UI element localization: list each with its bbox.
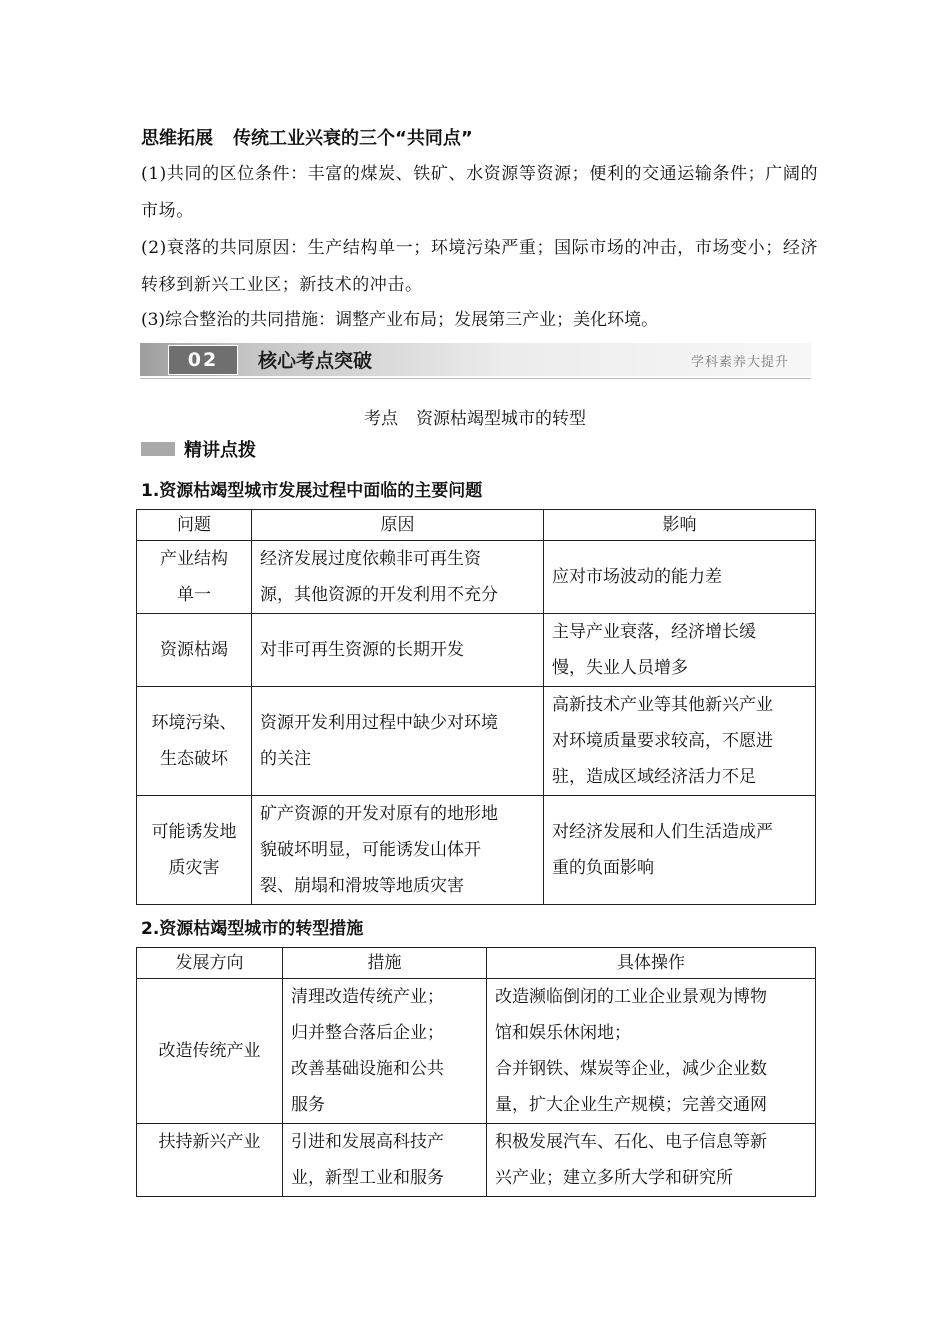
header-effect: 影响 (544, 510, 816, 541)
table-row (137, 687, 816, 796)
problem-cell: 资源枯竭 (137, 614, 252, 687)
banner-title: 核心考点突破 (258, 350, 373, 372)
thinking-extension-heading (141, 124, 473, 150)
extension-point-3: (3)综合整治的共同措施：调整产业布局；发展第三产业；美化环境。 (141, 310, 659, 330)
table-row (137, 796, 816, 905)
problem-cell: 可能诱发地 质灾害 (137, 796, 252, 905)
table-row (137, 1124, 816, 1197)
effect-cell: 应对市场波动的能力差 (544, 541, 816, 614)
problems-table (136, 509, 816, 905)
table-row (137, 541, 816, 614)
cause-cell: 对非可再生资源的长期开发 (252, 614, 544, 687)
cause-cell: 经济发展过度依赖非可再生资 源，其他资源的开发利用不充分 (252, 541, 544, 614)
table2-caption: 2.资源枯竭型城市的转型措施 (141, 919, 364, 939)
effect-cell: 主导产业衰落，经济增长缓 慢，失业人员增多 (544, 614, 816, 687)
direction-cell: 扶持新兴产业 (137, 1124, 283, 1197)
header-operations: 具体操作 (487, 948, 816, 979)
cause-cell: 资源开发利用过程中缺少对环境 的关注 (252, 687, 544, 796)
extension-point-1: (1)共同的区位条件：丰富的煤炭、铁矿、水资源等资源；便利的交通运输条件；广阔的市场。 (141, 164, 819, 221)
exam-point-label: 考点 (364, 409, 398, 429)
table-header-row (137, 948, 816, 979)
extension-title: 传统工业兴衰的三个“共同点” (233, 128, 473, 149)
exam-point-title (0, 404, 950, 429)
extension-label: 思维拓展 (141, 128, 213, 149)
table-row (137, 614, 816, 687)
table-row (137, 979, 816, 1124)
measures-cell: 引进和发展高科技产 业，新型工业和服务 (283, 1124, 487, 1197)
exam-point-text: 资源枯竭型城市的转型 (416, 409, 586, 429)
header-direction: 发展方向 (137, 948, 283, 979)
problem-cell: 环境污染、 生态破坏 (137, 687, 252, 796)
effect-cell: 高新技术产业等其他新兴产业 对环境质量要求较高，不愿进 驻，造成区域经济活力不足 (544, 687, 816, 796)
banner-subtitle: 学科素养大提升 (690, 355, 789, 370)
table-header-row (137, 510, 816, 541)
section-marker-bar (141, 442, 175, 456)
extension-point-2: (2)衰落的共同原因：生产结构单一；环境污染严重；国际市场的冲击，市场变小；经济转移到新兴工业区；新技术的冲击。 (141, 238, 819, 295)
banner-underline (140, 378, 811, 379)
header-measures: 措施 (283, 948, 487, 979)
cause-cell: 矿产资源的开发对原有的地形地 貌破坏明显，可能诱发山体开 裂、崩塌和滑坡等地质灾害 (252, 796, 544, 905)
banner-number: 02 (168, 345, 238, 375)
section-banner (140, 343, 811, 376)
operations-cell: 改造濒临倒闭的工业企业景观为博物 馆和娱乐休闲地； 合并钢铁、煤炭等企业，减少企业数 量，扩大企业生产规模；完善交通网 (487, 979, 816, 1124)
section-title: 精讲点拨 (184, 440, 256, 461)
effect-cell: 对经济发展和人们生活造成严 重的负面影响 (544, 796, 816, 905)
table1-caption: 1.资源枯竭型城市发展过程中面临的主要问题 (141, 481, 483, 501)
measures-cell: 清理改造传统产业； 归并整合落后企业； 改善基础设施和公共 服务 (283, 979, 487, 1124)
direction-cell: 改造传统产业 (137, 979, 283, 1124)
transformation-table (136, 947, 816, 1197)
problem-cell: 产业结构 单一 (137, 541, 252, 614)
header-problem: 问题 (137, 510, 252, 541)
header-cause: 原因 (252, 510, 544, 541)
operations-cell: 积极发展汽车、石化、电子信息等新 兴产业；建立多所大学和研究所 (487, 1124, 816, 1197)
